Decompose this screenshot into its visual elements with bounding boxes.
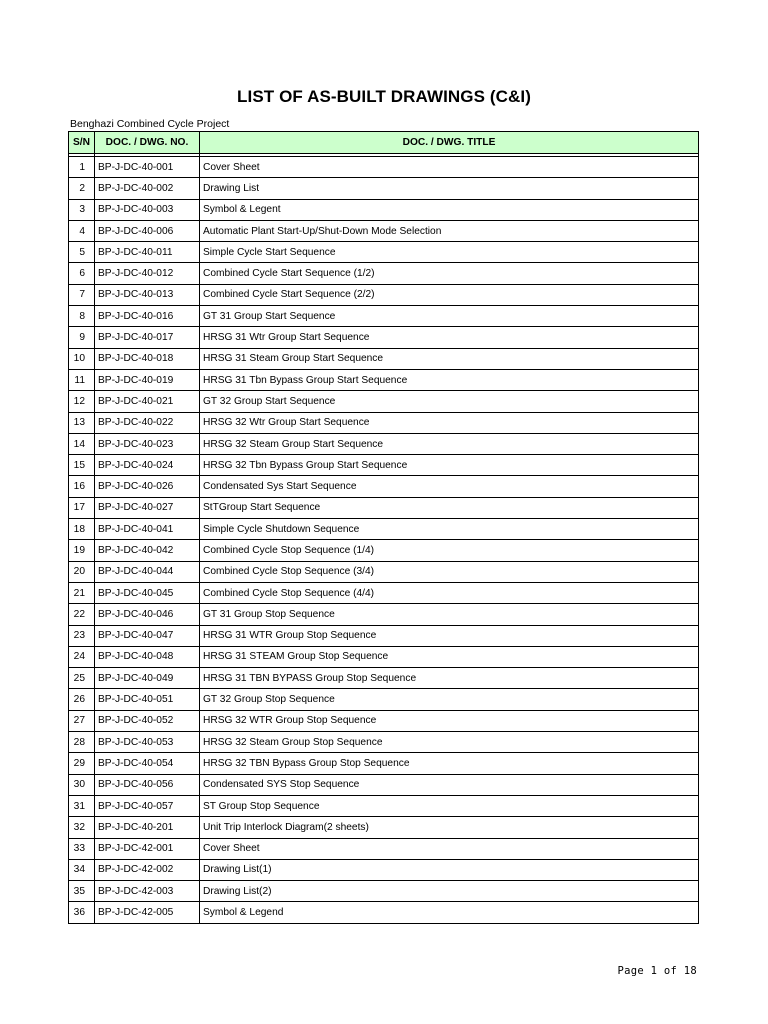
table-row: [69, 710, 699, 731]
row-doc-number: BP-J-DC-40-044: [95, 561, 200, 582]
row-doc-title: Symbol & Legend: [200, 902, 699, 923]
row-doc-number: BP-J-DC-42-003: [95, 881, 200, 902]
row-doc-title: HRSG 32 Tbn Bypass Group Start Sequence: [200, 455, 699, 476]
row-sn: 22: [69, 604, 95, 625]
row-sn: 15: [69, 455, 95, 476]
table-row: [69, 902, 699, 923]
row-doc-title: GT 31 Group Start Sequence: [200, 306, 699, 327]
table-row: [69, 391, 699, 412]
row-sn: 6: [69, 263, 95, 284]
table-row: [69, 369, 699, 390]
row-doc-number: BP-J-DC-40-012: [95, 263, 200, 284]
row-sn: 16: [69, 476, 95, 497]
row-doc-title: Cover Sheet: [200, 157, 699, 178]
row-sn: 11: [69, 369, 95, 390]
row-doc-title: GT 31 Group Stop Sequence: [200, 604, 699, 625]
table-row: [69, 433, 699, 454]
row-doc-number: BP-J-DC-40-027: [95, 497, 200, 518]
row-sn: 4: [69, 220, 95, 241]
row-sn: 14: [69, 433, 95, 454]
table-row: [69, 412, 699, 433]
row-sn: 13: [69, 412, 95, 433]
row-doc-number: BP-J-DC-42-002: [95, 859, 200, 880]
row-doc-title: HRSG 31 TBN BYPASS Group Stop Sequence: [200, 668, 699, 689]
row-doc-number: BP-J-DC-40-018: [95, 348, 200, 369]
row-doc-title: HRSG 31 WTR Group Stop Sequence: [200, 625, 699, 646]
table-row: [69, 604, 699, 625]
table-row: [69, 859, 699, 880]
table-row: [69, 881, 699, 902]
row-doc-number: BP-J-DC-40-017: [95, 327, 200, 348]
table-row: [69, 561, 699, 582]
row-doc-title: HRSG 31 Wtr Group Start Sequence: [200, 327, 699, 348]
table-row: [69, 476, 699, 497]
column-header-doc-no: DOC. / DWG. NO.: [95, 132, 200, 154]
row-doc-number: BP-J-DC-40-022: [95, 412, 200, 433]
table-row: [69, 327, 699, 348]
row-doc-number: BP-J-DC-40-023: [95, 433, 200, 454]
row-sn: 31: [69, 795, 95, 816]
row-doc-number: BP-J-DC-40-016: [95, 306, 200, 327]
row-doc-number: BP-J-DC-40-026: [95, 476, 200, 497]
row-doc-title: GT 32 Group Stop Sequence: [200, 689, 699, 710]
row-sn: 29: [69, 753, 95, 774]
row-doc-title: HRSG 31 STEAM Group Stop Sequence: [200, 646, 699, 667]
column-header-doc-title: DOC. / DWG. TITLE: [200, 132, 699, 154]
row-doc-number: BP-J-DC-40-001: [95, 157, 200, 178]
row-doc-number: BP-J-DC-40-047: [95, 625, 200, 646]
row-doc-number: BP-J-DC-40-024: [95, 455, 200, 476]
drawings-table: [68, 131, 699, 924]
row-doc-title: HRSG 32 Steam Group Stop Sequence: [200, 732, 699, 753]
row-sn: 34: [69, 859, 95, 880]
row-doc-title: Simple Cycle Shutdown Sequence: [200, 519, 699, 540]
row-doc-number: BP-J-DC-40-011: [95, 242, 200, 263]
row-doc-title: Unit Trip Interlock Diagram(2 sheets): [200, 817, 699, 838]
row-doc-title: Symbol & Legent: [200, 199, 699, 220]
table-row: [69, 519, 699, 540]
row-sn: 8: [69, 306, 95, 327]
row-doc-number: BP-J-DC-40-052: [95, 710, 200, 731]
row-doc-number: BP-J-DC-40-003: [95, 199, 200, 220]
table-row: [69, 753, 699, 774]
row-sn: 23: [69, 625, 95, 646]
row-doc-title: Condensated SYS Stop Sequence: [200, 774, 699, 795]
row-sn: 10: [69, 348, 95, 369]
row-doc-title: Drawing List(2): [200, 881, 699, 902]
table-row: [69, 540, 699, 561]
table-row: [69, 348, 699, 369]
table-row: [69, 646, 699, 667]
row-doc-number: BP-J-DC-40-053: [95, 732, 200, 753]
row-sn: 21: [69, 582, 95, 603]
row-doc-number: BP-J-DC-40-006: [95, 220, 200, 241]
table-row: [69, 582, 699, 603]
row-sn: 1: [69, 157, 95, 178]
row-sn: 36: [69, 902, 95, 923]
row-doc-title: Drawing List(1): [200, 859, 699, 880]
row-sn: 32: [69, 817, 95, 838]
project-name: Benghazi Combined Cycle Project: [70, 118, 230, 130]
row-doc-title: GT 32 Group Start Sequence: [200, 391, 699, 412]
row-doc-title: HRSG 32 Steam Group Start Sequence: [200, 433, 699, 454]
page-number: Page 1 of 18: [617, 965, 697, 977]
row-sn: 2: [69, 178, 95, 199]
row-doc-number: BP-J-DC-40-019: [95, 369, 200, 390]
row-doc-title: HRSG 32 WTR Group Stop Sequence: [200, 710, 699, 731]
row-sn: 35: [69, 881, 95, 902]
table-row: [69, 178, 699, 199]
row-sn: 28: [69, 732, 95, 753]
row-doc-number: BP-J-DC-42-001: [95, 838, 200, 859]
row-sn: 33: [69, 838, 95, 859]
row-doc-title: Simple Cycle Start Sequence: [200, 242, 699, 263]
row-doc-number: BP-J-DC-40-201: [95, 817, 200, 838]
row-doc-title: StTGroup Start Sequence: [200, 497, 699, 518]
row-doc-number: BP-J-DC-40-049: [95, 668, 200, 689]
row-sn: 30: [69, 774, 95, 795]
row-doc-title: Condensated Sys Start Sequence: [200, 476, 699, 497]
table-row: [69, 242, 699, 263]
table-row: [69, 284, 699, 305]
row-doc-number: BP-J-DC-42-005: [95, 902, 200, 923]
row-sn: 17: [69, 497, 95, 518]
row-doc-title: Combined Cycle Start Sequence (1/2): [200, 263, 699, 284]
document-title: LIST OF AS-BUILT DRAWINGS (C&I): [237, 87, 531, 106]
table-row: [69, 263, 699, 284]
row-sn: 12: [69, 391, 95, 412]
table-row: [69, 455, 699, 476]
row-doc-title: HRSG 31 Tbn Bypass Group Start Sequence: [200, 369, 699, 390]
row-doc-title: Cover Sheet: [200, 838, 699, 859]
row-doc-title: HRSG 32 Wtr Group Start Sequence: [200, 412, 699, 433]
row-sn: 26: [69, 689, 95, 710]
row-doc-number: BP-J-DC-40-013: [95, 284, 200, 305]
row-doc-title: Combined Cycle Start Sequence (2/2): [200, 284, 699, 305]
table-row: [69, 668, 699, 689]
row-doc-number: BP-J-DC-40-056: [95, 774, 200, 795]
row-sn: 3: [69, 199, 95, 220]
row-doc-number: BP-J-DC-40-042: [95, 540, 200, 561]
row-sn: 19: [69, 540, 95, 561]
row-doc-title: HRSG 32 TBN Bypass Group Stop Sequence: [200, 753, 699, 774]
row-doc-title: Automatic Plant Start-Up/Shut-Down Mode Selection: [200, 220, 699, 241]
row-doc-number: BP-J-DC-40-046: [95, 604, 200, 625]
table-row: [69, 220, 699, 241]
row-sn: 24: [69, 646, 95, 667]
row-doc-title: Combined Cycle Stop Sequence (1/4): [200, 540, 699, 561]
row-sn: 27: [69, 710, 95, 731]
table-header-row: [69, 132, 699, 154]
table-row: [69, 838, 699, 859]
table-row: [69, 157, 699, 178]
table-row: [69, 689, 699, 710]
row-doc-number: BP-J-DC-40-048: [95, 646, 200, 667]
row-doc-title: ST Group Stop Sequence: [200, 795, 699, 816]
row-doc-number: BP-J-DC-40-057: [95, 795, 200, 816]
row-sn: 18: [69, 519, 95, 540]
row-sn: 7: [69, 284, 95, 305]
row-doc-title: Drawing List: [200, 178, 699, 199]
row-doc-number: BP-J-DC-40-045: [95, 582, 200, 603]
row-sn: 25: [69, 668, 95, 689]
row-doc-number: BP-J-DC-40-041: [95, 519, 200, 540]
row-sn: 9: [69, 327, 95, 348]
table-row: [69, 306, 699, 327]
column-header-sn: S/N: [69, 132, 95, 154]
row-doc-number: BP-J-DC-40-051: [95, 689, 200, 710]
row-doc-number: BP-J-DC-40-021: [95, 391, 200, 412]
row-sn: 5: [69, 242, 95, 263]
row-doc-title: Combined Cycle Stop Sequence (4/4): [200, 582, 699, 603]
row-doc-number: BP-J-DC-40-054: [95, 753, 200, 774]
table-row: [69, 199, 699, 220]
table-row: [69, 774, 699, 795]
table-row: [69, 497, 699, 518]
row-sn: 20: [69, 561, 95, 582]
table-row: [69, 732, 699, 753]
row-doc-number: BP-J-DC-40-002: [95, 178, 200, 199]
table-row: [69, 625, 699, 646]
table-row: [69, 817, 699, 838]
table-row: [69, 795, 699, 816]
row-doc-title: Combined Cycle Stop Sequence (3/4): [200, 561, 699, 582]
row-doc-title: HRSG 31 Steam Group Start Sequence: [200, 348, 699, 369]
